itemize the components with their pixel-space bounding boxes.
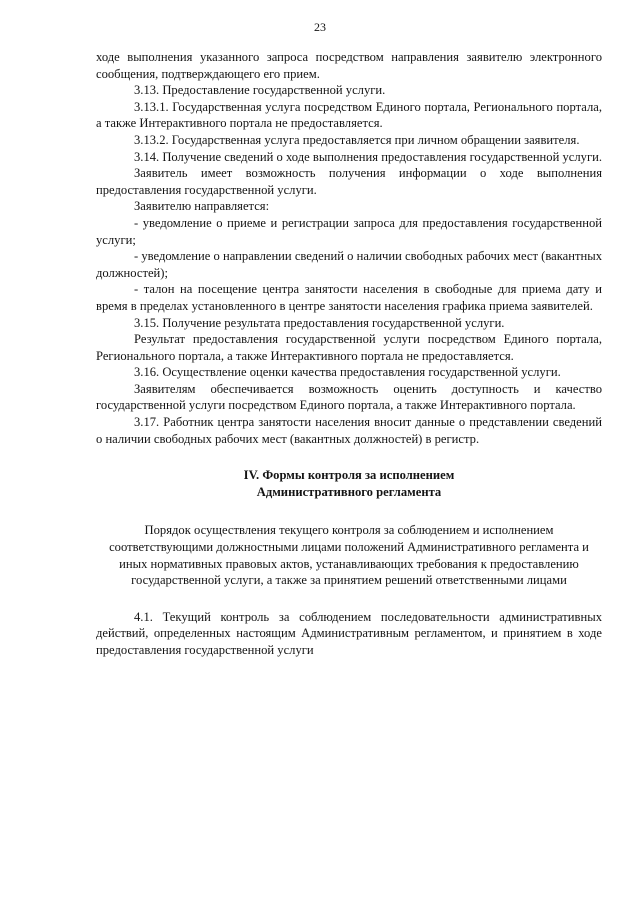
section-heading-line: Административного регламента: [256, 484, 442, 499]
list-item: - уведомление о направлении сведений о наличии свободных рабочих мест (вакантных должностей);: [96, 249, 602, 280]
page-number: 23: [314, 20, 326, 34]
paragraph: 3.16. Осуществление оценки качества предоставления государственной услуги.: [134, 365, 561, 380]
paragraph: 3.13.1. Государственная услуга посредством Единого портала, Регионального портала, а также Интерактивного портала не предоставляется.: [96, 99, 602, 131]
document-body: [96, 49, 602, 659]
paragraph: 3.17. Работник центра занятости населения вносит данные о представлении сведений о наличии свободных рабочих мест (вакантных должностей) в регистр.: [96, 415, 602, 446]
paragraph: Заявитель имеет возможность получения информации о ходе выполнения предоставления государственной услуги.: [96, 166, 602, 197]
section-heading-line: IV. Формы контроля за исполнением: [243, 468, 455, 483]
paragraph: 3.13. Предоставление государственной услуги.: [134, 83, 386, 98]
paragraph: 3.14. Получение сведений о ходе выполнения предоставления государственной услуги.: [134, 149, 603, 164]
paragraph: 3.13.2. Государственная услуга предоставляется при личном обращении заявителя.: [134, 132, 580, 147]
paragraph: Заявителю направляется:: [134, 199, 270, 214]
paragraph: 3.15. Получение результата предоставления государственной услуги.: [134, 315, 505, 330]
section-heading: [96, 467, 602, 500]
paragraph: Результат предоставления государственной услуги посредством Единого портала, Регионального портала, а также Интерактивного портала не предоставляется.: [96, 332, 602, 363]
paragraph: 4.1. Текущий контроль за соблюдением последовательности административных действий, определенных настоящим Административным регламентом, и принятием в ходе предоставления государственной услуги: [96, 609, 602, 657]
paragraph: Заявителям обеспечивается возможность оценить доступность и качество государственной услуги посредством Единого портала, а также Интерактивного портала.: [96, 381, 602, 413]
list-item: - талон на посещение центра занятости населения в свободные для приема дату и время в пределах установленного в центре занятости населения графика приема заявителей.: [96, 282, 602, 313]
paragraph: ходе выполнения указанного запроса посредством направления заявителю электронного сообщения, подтверждающего его прием.: [96, 50, 602, 81]
list-item: - уведомление о приеме и регистрации запроса для предоставления государственной услуги;: [96, 215, 602, 247]
subsection-heading: Порядок осуществления текущего контроля за соблюдением и исполнением соответствующими должностными лицами положений Административного регламента и иных нормативных правовых актов, устанавливающих требования к предоставлению государственной услуги, а также за принятием решений ответственными лицами: [109, 523, 589, 588]
